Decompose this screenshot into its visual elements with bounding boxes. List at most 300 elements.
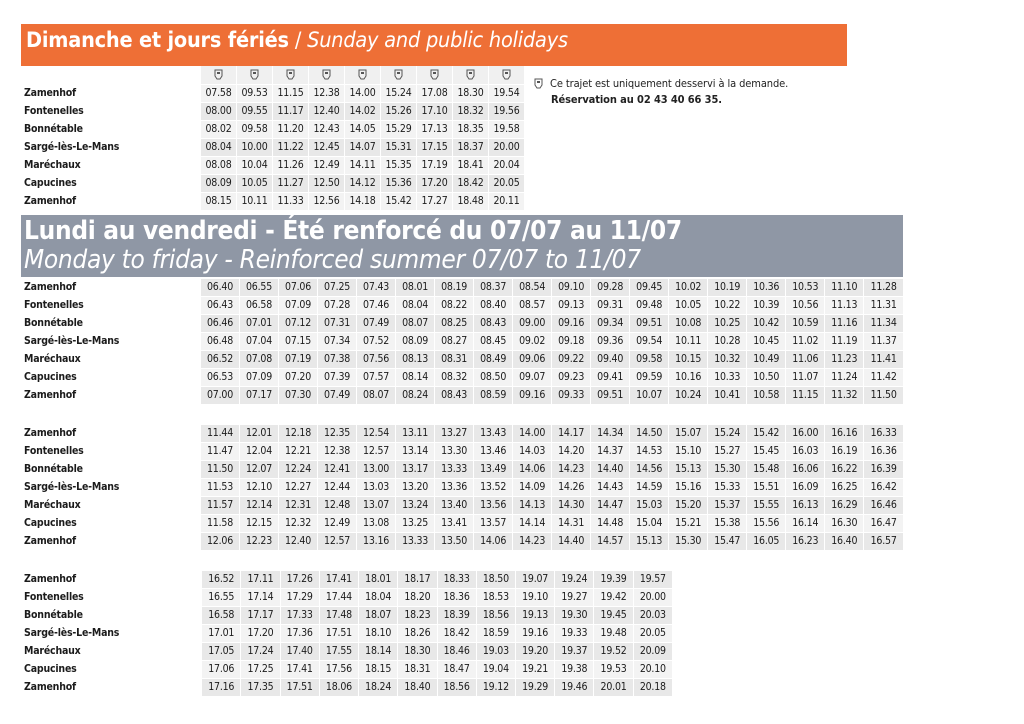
departure-time: 14.20 xyxy=(552,443,591,461)
departure-time: 10.50 xyxy=(747,369,786,387)
departure-time: 18.24 xyxy=(359,679,398,697)
stop-name: Zamenhof xyxy=(21,679,202,697)
departure-time: 18.53 xyxy=(476,589,515,607)
departure-time: 19.27 xyxy=(555,589,594,607)
departure-time: 11.10 xyxy=(825,279,864,297)
departure-time: 16.57 xyxy=(864,533,903,551)
table-row xyxy=(21,157,524,175)
table-row xyxy=(21,607,672,625)
departure-time: 16.29 xyxy=(825,497,864,515)
departure-time: 07.52 xyxy=(357,333,396,351)
departure-time: 13.27 xyxy=(435,425,474,443)
departure-time: 10.53 xyxy=(786,279,825,297)
departure-time: 08.07 xyxy=(396,315,435,333)
departure-time: 17.51 xyxy=(319,625,358,643)
departure-time: 11.41 xyxy=(864,351,903,369)
departure-time: 07.49 xyxy=(357,315,396,333)
table-row xyxy=(21,571,672,589)
stop-name: Bonnétable xyxy=(21,315,201,333)
departure-time: 19.39 xyxy=(594,571,633,589)
departure-time: 11.27 xyxy=(273,175,309,193)
departure-time: 14.50 xyxy=(630,425,669,443)
departure-time: 06.46 xyxy=(201,315,240,333)
departure-time: 11.13 xyxy=(825,297,864,315)
departure-time: 20.05 xyxy=(489,175,525,193)
departure-time: 19.16 xyxy=(515,625,554,643)
departure-time: 17.36 xyxy=(280,625,319,643)
departure-time: 07.31 xyxy=(318,315,357,333)
table-row xyxy=(21,369,903,387)
stop-name: Sargé-lès-Le-Mans xyxy=(21,139,201,157)
departure-time: 19.57 xyxy=(633,571,672,589)
departure-time: 18.30 xyxy=(453,85,489,103)
stop-name: Capucines xyxy=(21,175,201,193)
departure-time: 13.16 xyxy=(357,533,396,551)
departure-time: 10.16 xyxy=(669,369,708,387)
departure-time: 14.53 xyxy=(630,443,669,461)
table-row xyxy=(21,333,903,351)
phone-icon xyxy=(453,66,489,85)
departure-time: 12.43 xyxy=(309,121,345,139)
departure-time: 18.35 xyxy=(453,121,489,139)
departure-time: 17.14 xyxy=(241,589,280,607)
phone-icon xyxy=(345,66,381,85)
departure-time: 16.19 xyxy=(825,443,864,461)
departure-time: 13.30 xyxy=(435,443,474,461)
departure-time: 16.36 xyxy=(864,443,903,461)
departure-time: 12.21 xyxy=(279,443,318,461)
departure-time: 08.43 xyxy=(474,315,513,333)
weekday-timetable-afternoon xyxy=(21,425,903,551)
departure-time: 13.24 xyxy=(396,497,435,515)
departure-time: 16.55 xyxy=(202,589,241,607)
departure-time: 09.34 xyxy=(591,315,630,333)
departure-time: 08.40 xyxy=(474,297,513,315)
departure-time: 08.24 xyxy=(396,387,435,405)
departure-time: 11.53 xyxy=(201,479,240,497)
departure-time: 16.39 xyxy=(864,461,903,479)
departure-time: 15.30 xyxy=(669,533,708,551)
departure-time: 08.25 xyxy=(435,315,474,333)
departure-time: 12.31 xyxy=(279,497,318,515)
departure-time: 08.01 xyxy=(396,279,435,297)
departure-time: 15.24 xyxy=(708,425,747,443)
phone-icon xyxy=(273,66,309,85)
departure-time: 08.04 xyxy=(201,139,237,157)
departure-time: 07.58 xyxy=(201,85,237,103)
departure-time: 11.37 xyxy=(864,333,903,351)
departure-time: 17.10 xyxy=(417,103,453,121)
weekday-timetable-evening xyxy=(21,571,672,697)
departure-time: 12.32 xyxy=(279,515,318,533)
departure-time: 10.00 xyxy=(237,139,273,157)
departure-time: 07.04 xyxy=(240,333,279,351)
departure-time: 08.14 xyxy=(396,369,435,387)
departure-time: 07.28 xyxy=(318,297,357,315)
table-row xyxy=(21,387,903,405)
departure-time: 13.03 xyxy=(357,479,396,497)
table-row xyxy=(21,297,903,315)
departure-time: 15.29 xyxy=(381,121,417,139)
departure-time: 15.45 xyxy=(747,443,786,461)
departure-time: 15.36 xyxy=(381,175,417,193)
departure-time: 12.50 xyxy=(309,175,345,193)
departure-time: 12.06 xyxy=(201,533,240,551)
on-demand-note xyxy=(533,76,788,108)
departure-time: 09.41 xyxy=(591,369,630,387)
departure-time: 10.11 xyxy=(669,333,708,351)
departure-time: 15.48 xyxy=(747,461,786,479)
table-row xyxy=(21,175,524,193)
sunday-title-en: Sunday and public holidays xyxy=(307,28,568,53)
departure-time: 10.22 xyxy=(708,297,747,315)
departure-time: 11.20 xyxy=(273,121,309,139)
departure-time: 14.48 xyxy=(591,515,630,533)
departure-time: 12.38 xyxy=(309,85,345,103)
phone-icon xyxy=(237,66,273,85)
departure-time: 09.22 xyxy=(552,351,591,369)
departure-time: 08.09 xyxy=(396,333,435,351)
departure-time: 14.23 xyxy=(513,533,552,551)
departure-time: 08.27 xyxy=(435,333,474,351)
departure-time: 15.55 xyxy=(747,497,786,515)
departure-time: 11.28 xyxy=(864,279,903,297)
departure-time: 18.48 xyxy=(453,193,489,211)
stop-name: Zamenhof xyxy=(21,387,201,405)
departure-time: 14.00 xyxy=(345,85,381,103)
departure-time: 08.57 xyxy=(513,297,552,315)
departure-time: 16.05 xyxy=(747,533,786,551)
departure-time: 14.43 xyxy=(591,479,630,497)
departure-time: 17.41 xyxy=(319,571,358,589)
departure-time: 09.10 xyxy=(552,279,591,297)
note-line-1: Ce trajet est uniquement desservi à la demande. xyxy=(550,77,789,90)
phone-icon xyxy=(309,66,345,85)
departure-time: 11.02 xyxy=(786,333,825,351)
departure-time: 11.07 xyxy=(786,369,825,387)
departure-time: 17.35 xyxy=(241,679,280,697)
departure-time: 13.14 xyxy=(396,443,435,461)
departure-time: 07.49 xyxy=(318,387,357,405)
departure-time: 19.24 xyxy=(555,571,594,589)
departure-time: 17.20 xyxy=(241,625,280,643)
departure-time: 10.24 xyxy=(669,387,708,405)
departure-time: 15.47 xyxy=(708,533,747,551)
departure-time: 15.33 xyxy=(708,479,747,497)
stop-name: Sargé-lès-Le-Mans xyxy=(21,625,202,643)
departure-time: 07.08 xyxy=(240,351,279,369)
departure-time: 18.32 xyxy=(453,103,489,121)
table-row xyxy=(21,515,903,533)
departure-time: 17.40 xyxy=(280,643,319,661)
departure-time: 20.10 xyxy=(633,661,672,679)
departure-time: 12.48 xyxy=(318,497,357,515)
departure-time: 09.51 xyxy=(630,315,669,333)
departure-time: 19.37 xyxy=(555,643,594,661)
departure-time: 12.35 xyxy=(318,425,357,443)
departure-time: 15.38 xyxy=(708,515,747,533)
stop-name: Maréchaux xyxy=(21,351,201,369)
departure-time: 07.56 xyxy=(357,351,396,369)
table-row xyxy=(21,679,672,697)
departure-time: 16.13 xyxy=(786,497,825,515)
departure-time: 19.20 xyxy=(515,643,554,661)
departure-time: 18.14 xyxy=(359,643,398,661)
departure-time: 18.46 xyxy=(437,643,476,661)
departure-time: 08.54 xyxy=(513,279,552,297)
departure-time: 19.13 xyxy=(515,607,554,625)
departure-time: 16.16 xyxy=(825,425,864,443)
departure-time: 16.00 xyxy=(786,425,825,443)
departure-time: 08.32 xyxy=(435,369,474,387)
icon-row-spacer xyxy=(21,66,201,85)
departure-time: 16.03 xyxy=(786,443,825,461)
departure-time: 11.22 xyxy=(273,139,309,157)
departure-time: 07.01 xyxy=(240,315,279,333)
departure-time: 18.26 xyxy=(398,625,437,643)
departure-time: 14.26 xyxy=(552,479,591,497)
departure-time: 08.45 xyxy=(474,333,513,351)
departure-time: 17.27 xyxy=(417,193,453,211)
departure-time: 07.25 xyxy=(318,279,357,297)
departure-time: 14.30 xyxy=(552,497,591,515)
departure-time: 11.24 xyxy=(825,369,864,387)
departure-time: 12.41 xyxy=(318,461,357,479)
stop-name: Zamenhof xyxy=(21,571,202,589)
departure-time: 18.40 xyxy=(398,679,437,697)
departure-time: 16.25 xyxy=(825,479,864,497)
departure-time: 14.07 xyxy=(345,139,381,157)
departure-time: 13.33 xyxy=(435,461,474,479)
departure-time: 10.49 xyxy=(747,351,786,369)
departure-time: 15.42 xyxy=(747,425,786,443)
departure-time: 17.25 xyxy=(241,661,280,679)
departure-time: 11.17 xyxy=(273,103,309,121)
weekday-header xyxy=(21,215,903,277)
departure-time: 13.46 xyxy=(474,443,513,461)
departure-time: 10.07 xyxy=(630,387,669,405)
stop-name: Fontenelles xyxy=(21,443,201,461)
stop-name: Zamenhof xyxy=(21,425,201,443)
departure-time: 06.43 xyxy=(201,297,240,315)
departure-time: 06.48 xyxy=(201,333,240,351)
departure-time: 18.20 xyxy=(398,589,437,607)
departure-time: 17.20 xyxy=(417,175,453,193)
departure-time: 16.52 xyxy=(202,571,241,589)
departure-time: 14.37 xyxy=(591,443,630,461)
departure-time: 15.04 xyxy=(630,515,669,533)
departure-time: 07.20 xyxy=(279,369,318,387)
departure-time: 14.00 xyxy=(513,425,552,443)
departure-time: 11.15 xyxy=(786,387,825,405)
departure-time: 13.52 xyxy=(474,479,513,497)
stop-name: Fontenelles xyxy=(21,589,202,607)
departure-time: 08.15 xyxy=(201,193,237,211)
departure-time: 19.10 xyxy=(515,589,554,607)
departure-time: 15.42 xyxy=(381,193,417,211)
departure-time: 09.45 xyxy=(630,279,669,297)
departure-time: 09.00 xyxy=(513,315,552,333)
departure-time: 14.09 xyxy=(513,479,552,497)
departure-time: 10.41 xyxy=(708,387,747,405)
departure-time: 18.23 xyxy=(398,607,437,625)
departure-time: 07.34 xyxy=(318,333,357,351)
departure-time: 17.51 xyxy=(280,679,319,697)
departure-time: 07.43 xyxy=(357,279,396,297)
table-row xyxy=(21,351,903,369)
departure-time: 14.13 xyxy=(513,497,552,515)
table-row xyxy=(21,193,524,211)
departure-time: 16.47 xyxy=(864,515,903,533)
departure-time: 10.28 xyxy=(708,333,747,351)
departure-time: 11.16 xyxy=(825,315,864,333)
departure-time: 16.46 xyxy=(864,497,903,515)
departure-time: 10.36 xyxy=(747,279,786,297)
departure-time: 19.29 xyxy=(515,679,554,697)
departure-time: 18.30 xyxy=(398,643,437,661)
weekday-timetable-morning xyxy=(21,279,903,405)
departure-time: 11.31 xyxy=(864,297,903,315)
departure-time: 18.36 xyxy=(437,589,476,607)
table-row xyxy=(21,279,903,297)
stop-name: Maréchaux xyxy=(21,497,201,515)
departure-time: 17.48 xyxy=(319,607,358,625)
departure-time: 10.56 xyxy=(786,297,825,315)
departure-time: 09.28 xyxy=(591,279,630,297)
departure-time: 18.10 xyxy=(359,625,398,643)
departure-time: 19.52 xyxy=(594,643,633,661)
departure-time: 20.01 xyxy=(594,679,633,697)
departure-time: 20.18 xyxy=(633,679,672,697)
departure-time: 09.23 xyxy=(552,369,591,387)
table-row xyxy=(21,85,524,103)
departure-time: 09.54 xyxy=(630,333,669,351)
departure-time: 07.17 xyxy=(240,387,279,405)
departure-time: 15.37 xyxy=(708,497,747,515)
departure-time: 11.50 xyxy=(201,461,240,479)
departure-time: 11.47 xyxy=(201,443,240,461)
departure-time: 07.38 xyxy=(318,351,357,369)
departure-time: 07.15 xyxy=(279,333,318,351)
departure-time: 13.41 xyxy=(435,515,474,533)
departure-time: 07.09 xyxy=(240,369,279,387)
departure-time: 09.53 xyxy=(237,85,273,103)
departure-time: 08.04 xyxy=(396,297,435,315)
departure-time: 18.31 xyxy=(398,661,437,679)
departure-time: 12.40 xyxy=(279,533,318,551)
departure-time: 08.13 xyxy=(396,351,435,369)
table-row xyxy=(21,139,524,157)
departure-time: 14.31 xyxy=(552,515,591,533)
departure-time: 11.50 xyxy=(864,387,903,405)
departure-time: 19.58 xyxy=(489,121,525,139)
departure-time: 15.56 xyxy=(747,515,786,533)
table-row xyxy=(21,625,672,643)
departure-time: 13.07 xyxy=(357,497,396,515)
departure-time: 12.10 xyxy=(240,479,279,497)
departure-time: 17.06 xyxy=(202,661,241,679)
departure-time: 18.17 xyxy=(398,571,437,589)
departure-time: 11.06 xyxy=(786,351,825,369)
departure-time: 08.22 xyxy=(435,297,474,315)
departure-time: 16.58 xyxy=(202,607,241,625)
departure-time: 14.23 xyxy=(552,461,591,479)
departure-time: 08.49 xyxy=(474,351,513,369)
departure-time: 09.36 xyxy=(591,333,630,351)
departure-time: 07.19 xyxy=(279,351,318,369)
departure-time: 19.12 xyxy=(476,679,515,697)
departure-time: 12.23 xyxy=(240,533,279,551)
departure-time: 18.04 xyxy=(359,589,398,607)
departure-time: 19.07 xyxy=(515,571,554,589)
stop-name: Fontenelles xyxy=(21,103,201,121)
title-separator: / xyxy=(294,28,302,53)
departure-time: 12.15 xyxy=(240,515,279,533)
departure-time: 12.44 xyxy=(318,479,357,497)
departure-time: 14.40 xyxy=(552,533,591,551)
departure-time: 15.31 xyxy=(381,139,417,157)
departure-time: 10.32 xyxy=(708,351,747,369)
departure-time: 08.50 xyxy=(474,369,513,387)
icon-row xyxy=(21,66,524,85)
departure-time: 16.40 xyxy=(825,533,864,551)
departure-time: 09.31 xyxy=(591,297,630,315)
departure-time: 15.27 xyxy=(708,443,747,461)
departure-time: 17.11 xyxy=(241,571,280,589)
departure-time: 17.26 xyxy=(280,571,319,589)
table-row xyxy=(21,425,903,443)
departure-time: 12.57 xyxy=(318,533,357,551)
departure-time: 17.29 xyxy=(280,589,319,607)
departure-time: 12.57 xyxy=(357,443,396,461)
departure-time: 09.16 xyxy=(513,387,552,405)
departure-time: 07.06 xyxy=(279,279,318,297)
stop-name: Capucines xyxy=(21,661,202,679)
departure-time: 13.49 xyxy=(474,461,513,479)
departure-time: 15.07 xyxy=(669,425,708,443)
departure-time: 14.34 xyxy=(591,425,630,443)
departure-time: 16.23 xyxy=(786,533,825,551)
departure-time: 11.34 xyxy=(864,315,903,333)
departure-time: 20.11 xyxy=(489,193,525,211)
departure-time: 10.59 xyxy=(786,315,825,333)
departure-time: 12.56 xyxy=(309,193,345,211)
stop-name: Sargé-lès-Le-Mans xyxy=(21,333,201,351)
stop-name: Bonnétable xyxy=(21,461,201,479)
departure-time: 09.33 xyxy=(552,387,591,405)
departure-time: 10.15 xyxy=(669,351,708,369)
departure-time: 16.09 xyxy=(786,479,825,497)
departure-time: 07.30 xyxy=(279,387,318,405)
departure-time: 08.37 xyxy=(474,279,513,297)
departure-time: 08.07 xyxy=(357,387,396,405)
departure-time: 12.18 xyxy=(279,425,318,443)
departure-time: 09.51 xyxy=(591,387,630,405)
departure-time: 16.42 xyxy=(864,479,903,497)
departure-time: 15.13 xyxy=(630,533,669,551)
departure-time: 20.04 xyxy=(489,157,525,175)
departure-time: 15.20 xyxy=(669,497,708,515)
departure-time: 09.18 xyxy=(552,333,591,351)
departure-time: 12.01 xyxy=(240,425,279,443)
departure-time: 14.11 xyxy=(345,157,381,175)
departure-time: 13.08 xyxy=(357,515,396,533)
departure-time: 18.06 xyxy=(319,679,358,697)
departure-time: 16.30 xyxy=(825,515,864,533)
weekday-title-fr: Lundi au vendredi - Été renforcé du 07/07 au 11/07 xyxy=(24,216,682,246)
departure-time: 08.59 xyxy=(474,387,513,405)
departure-time: 13.11 xyxy=(396,425,435,443)
